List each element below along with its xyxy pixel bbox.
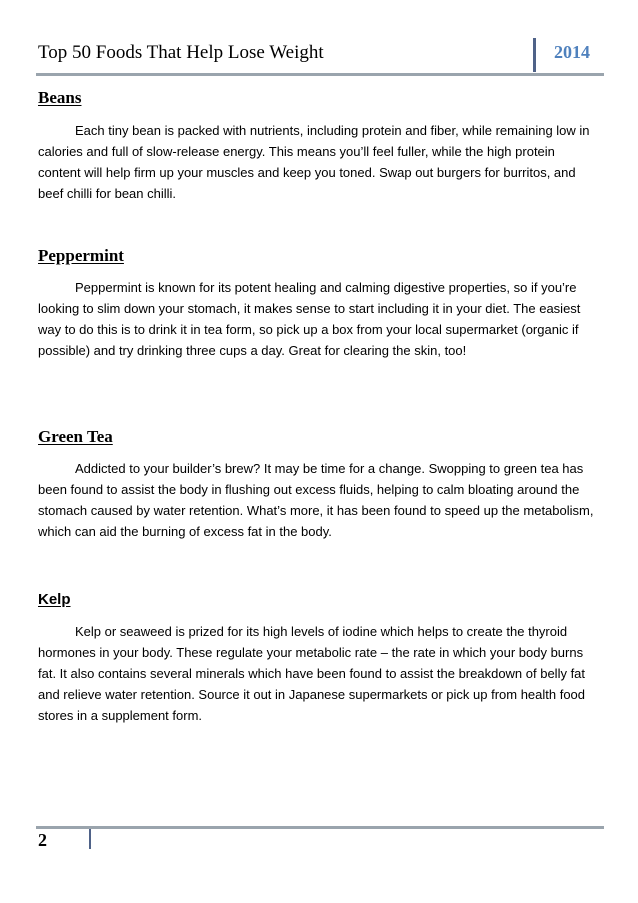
document-header-title: Top 50 Foods That Help Lose Weight — [38, 42, 324, 63]
document-header-year: 2014 — [554, 42, 590, 62]
section-paragraph: Each tiny bean is packed with nutrients, including protein and fiber, while remaining low in calories and full of slow-release energy. This means you’ll feel fuller, while the high protein content will help firm up your muscles and keep you toned. Swap out burgers for burritos, and beef chilli for bean chilli. — [38, 123, 590, 201]
section-heading: Peppermint — [38, 246, 124, 265]
section-heading: Beans — [38, 88, 82, 107]
section-heading: Green Tea — [38, 427, 113, 446]
section-green-tea — [38, 427, 600, 542]
header-divider — [533, 38, 536, 72]
section-paragraph: Addicted to your builder’s brew? It may be time for a change. Swopping to green tea has been found to assist the body in flushing out excess fluids, helping to calm bloating around the stomach caused by water retention. What’s more, it has been found to speed up the metabolism, which can aid the burning of excess fat in the body. — [38, 461, 594, 539]
footer-divider — [89, 829, 91, 849]
page-number: 2 — [38, 830, 47, 850]
header-rule — [36, 73, 604, 76]
section-peppermint — [38, 246, 600, 361]
section-heading: Kelp — [38, 591, 71, 608]
section-paragraph: Peppermint is known for its potent healing and calming digestive properties, so if you’re looking to slim down your stomach, it makes sense to start including it in your diet. The easiest way to do this is to drink it in tea form, so pick up a box from your local supermarket (organic if possible) and try drinking three cups a day. Great for clearing the skin, too! — [38, 280, 581, 358]
section-kelp — [38, 591, 600, 726]
section-beans — [38, 88, 600, 204]
footer-rule — [36, 826, 604, 829]
section-paragraph: Kelp or seaweed is prized for its high levels of iodine which helps to create the thyroid hormones in your body. These regulate your metabolic rate – the rate in which your body burns fat. It also contains several minerals which have been found to assist the breakdown of belly fat and relieve water retention. Source it out in Japanese supermarkets or pick up from health food stores in a supplement form. — [38, 624, 586, 723]
